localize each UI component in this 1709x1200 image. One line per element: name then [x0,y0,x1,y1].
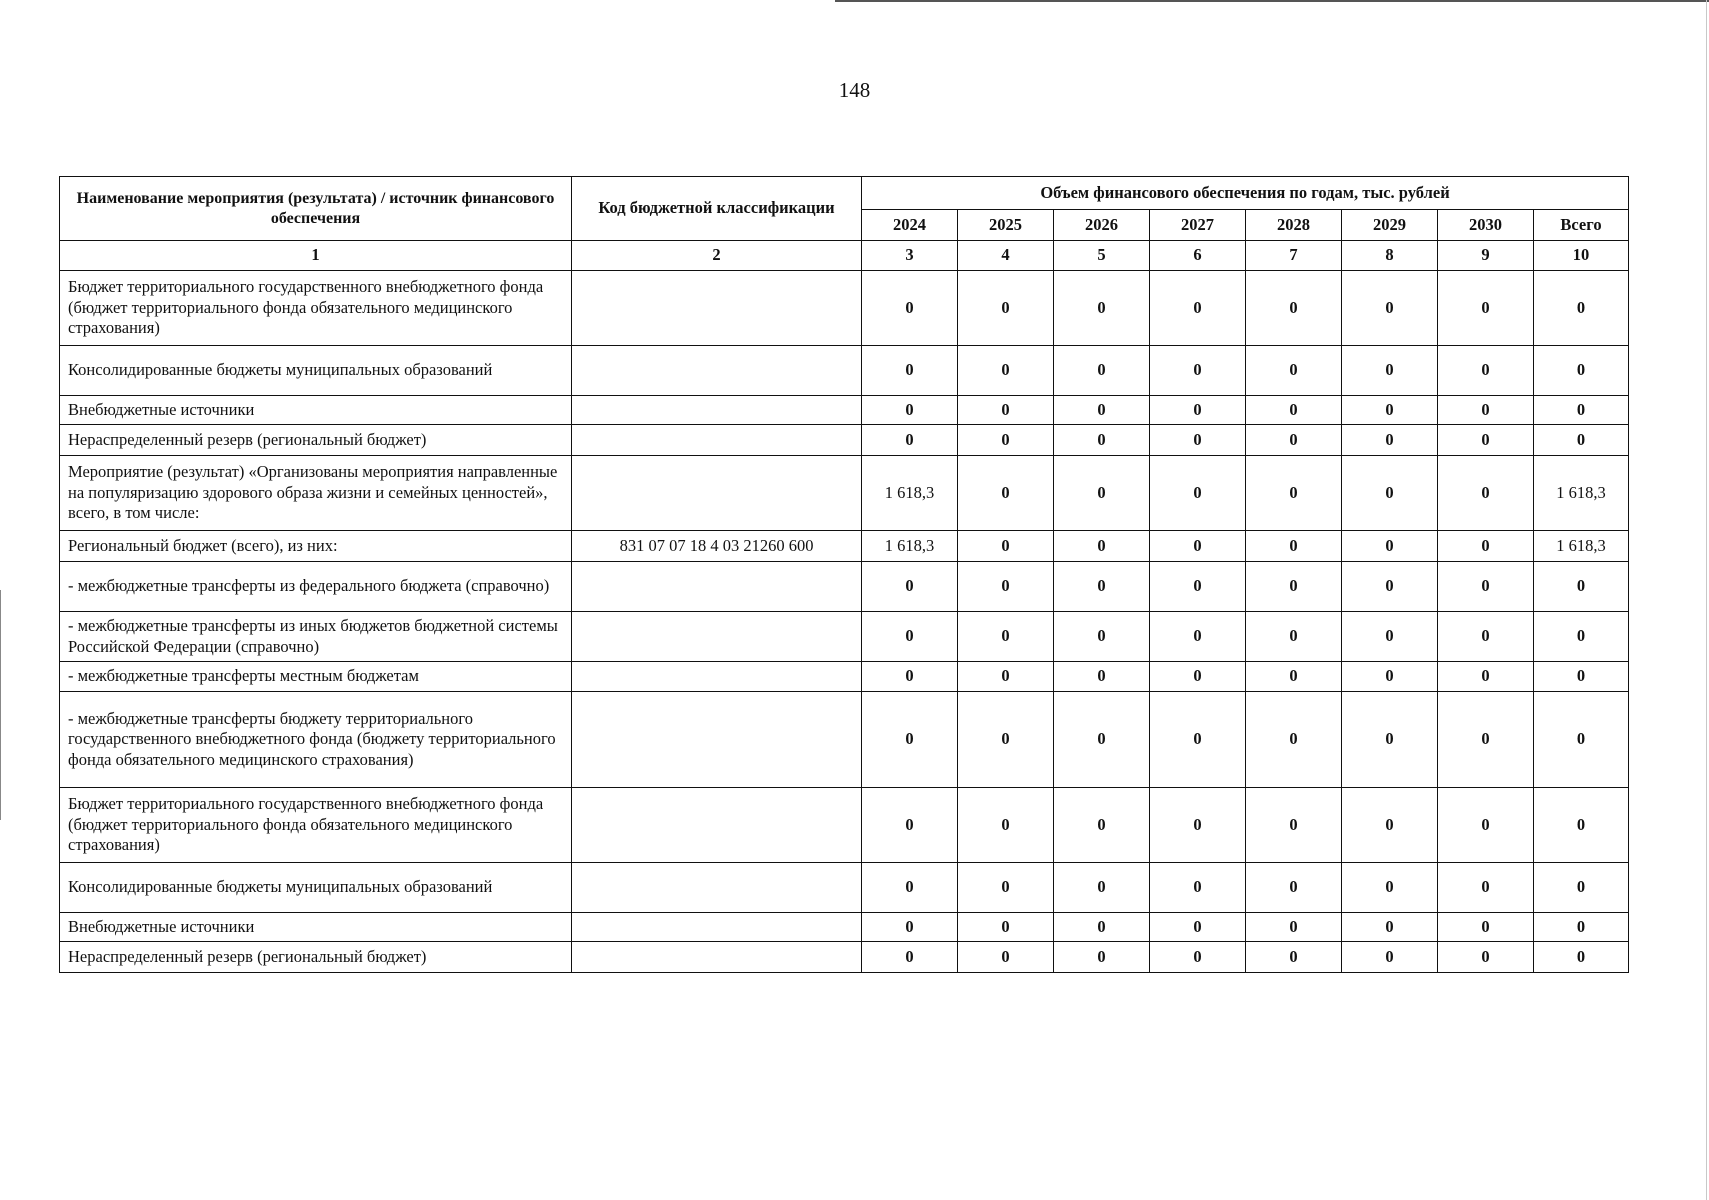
year-value-cell: 0 [1246,913,1342,942]
table-body [60,271,1629,973]
header-code-column: Код бюджетной классификации [572,177,862,241]
header-year: 2025 [958,210,1054,241]
year-value-cell: 0 [1150,788,1246,863]
year-value-cell: 0 [1438,692,1534,788]
total-value-cell: 0 [1534,425,1629,456]
year-value-cell: 0 [1342,456,1438,531]
budget-code-cell [572,913,862,942]
table-row [60,562,1629,612]
year-value-cell: 0 [1054,346,1150,396]
year-value-cell: 0 [1246,788,1342,863]
year-value-cell: 0 [1342,531,1438,562]
year-value-cell: 0 [1150,531,1246,562]
year-value-cell: 0 [1342,346,1438,396]
year-value-cell: 0 [1246,562,1342,612]
year-value-cell: 0 [1438,913,1534,942]
year-value-cell: 0 [862,271,958,346]
year-value-cell: 0 [958,913,1054,942]
budget-code-cell [572,662,862,692]
page-number: 148 [838,78,871,102]
year-value-cell: 0 [1150,346,1246,396]
year-value-cell: 0 [1054,612,1150,662]
year-value-cell: 0 [1054,396,1150,425]
column-number: 2 [572,241,862,271]
funding-table [59,176,1629,973]
year-value-cell: 0 [1054,942,1150,973]
header-row-title [60,177,1629,210]
row-name-cell: - межбюджетные трансферты из иных бюджетов бюджетной системы Российской Федерации (справочно) [60,612,572,662]
year-value-cell: 0 [1438,346,1534,396]
year-value-cell: 0 [1054,456,1150,531]
year-value-cell: 0 [862,942,958,973]
total-value-cell: 0 [1534,788,1629,863]
year-value-cell: 0 [1342,662,1438,692]
year-value-cell: 1 618,3 [862,456,958,531]
year-value-cell: 0 [1438,863,1534,913]
budget-code-cell [572,425,862,456]
row-name-cell: Нераспределенный резерв (региональный бюджет) [60,425,572,456]
year-value-cell: 0 [1246,942,1342,973]
year-value-cell: 0 [1150,562,1246,612]
table-row [60,425,1629,456]
year-value-cell: 0 [1054,662,1150,692]
year-value-cell: 0 [958,863,1054,913]
table-row [60,863,1629,913]
year-value-cell: 0 [1246,692,1342,788]
row-name-cell: Внебюджетные источники [60,396,572,425]
row-name-cell: Консолидированные бюджеты муниципальных образований [60,346,572,396]
header-year: 2027 [1150,210,1246,241]
header-year: 2030 [1438,210,1534,241]
year-value-cell: 0 [862,863,958,913]
year-value-cell: 0 [958,562,1054,612]
header-funding-title: Объем финансового обеспечения по годам, тыс. рублей [862,177,1629,210]
row-name-cell: Мероприятие (результат) «Организованы мероприятия направленные на популяризацию здорового образа жизни и семейных ценностей», всего, в том числе: [60,456,572,531]
column-number: 10 [1534,241,1629,271]
total-value-cell: 0 [1534,396,1629,425]
total-value-cell: 0 [1534,562,1629,612]
total-value-cell: 0 [1534,942,1629,973]
table-row [60,942,1629,973]
year-value-cell: 0 [1054,425,1150,456]
year-value-cell: 0 [958,662,1054,692]
year-value-cell: 0 [1342,562,1438,612]
year-value-cell: 0 [1246,456,1342,531]
budget-code-cell [572,346,862,396]
table-row [60,662,1629,692]
year-value-cell: 0 [862,913,958,942]
year-value-cell: 0 [862,396,958,425]
budget-code-cell [572,562,862,612]
total-value-cell: 0 [1534,692,1629,788]
year-value-cell: 0 [1342,692,1438,788]
column-number: 3 [862,241,958,271]
year-value-cell: 0 [1438,456,1534,531]
year-value-cell: 0 [1150,612,1246,662]
total-value-cell: 1 618,3 [1534,456,1629,531]
table-row [60,396,1629,425]
year-value-cell: 0 [1054,271,1150,346]
column-number: 5 [1054,241,1150,271]
year-value-cell: 0 [958,396,1054,425]
year-value-cell: 0 [1150,662,1246,692]
year-value-cell: 0 [958,531,1054,562]
year-value-cell: 0 [1246,425,1342,456]
year-value-cell: 0 [1054,863,1150,913]
budget-code-cell [572,612,862,662]
budget-code-cell: 831 07 07 18 4 03 21260 600 [572,531,862,562]
year-value-cell: 0 [1342,396,1438,425]
year-value-cell: 0 [958,942,1054,973]
year-value-cell: 0 [1438,612,1534,662]
row-name-cell: Внебюджетные источники [60,913,572,942]
year-value-cell: 0 [1438,942,1534,973]
year-value-cell: 0 [1150,863,1246,913]
year-value-cell: 0 [1054,562,1150,612]
table-row [60,271,1629,346]
scan-border-left [0,590,1,820]
year-value-cell: 0 [958,346,1054,396]
year-value-cell: 0 [862,612,958,662]
column-number: 1 [60,241,572,271]
scan-border-right [1706,0,1707,1200]
budget-code-cell [572,863,862,913]
row-name-cell: - межбюджетные трансферты из федерального бюджета (справочно) [60,562,572,612]
year-value-cell: 0 [1246,396,1342,425]
year-value-cell: 0 [958,425,1054,456]
header-total: Всего [1534,210,1629,241]
year-value-cell: 0 [1438,562,1534,612]
header-name-column: Наименование мероприятия (результата) / источник финансового обеспечения [60,177,572,241]
year-value-cell: 0 [1246,271,1342,346]
table-row [60,346,1629,396]
header-year: 2029 [1342,210,1438,241]
column-number: 9 [1438,241,1534,271]
year-value-cell: 0 [862,562,958,612]
year-value-cell: 0 [1342,913,1438,942]
budget-code-cell [572,942,862,973]
column-number: 4 [958,241,1054,271]
row-name-cell: Консолидированные бюджеты муниципальных образований [60,863,572,913]
column-number: 8 [1342,241,1438,271]
year-value-cell: 0 [1054,788,1150,863]
year-value-cell: 0 [1342,612,1438,662]
year-value-cell: 0 [1054,913,1150,942]
year-value-cell: 0 [958,612,1054,662]
year-value-cell: 0 [958,456,1054,531]
table-row [60,456,1629,531]
year-value-cell: 0 [1150,425,1246,456]
table-row [60,788,1629,863]
row-name-cell: Бюджет территориального государственного внебюджетного фонда (бюджет территориального фонда обязательного медицинского страхования) [60,271,572,346]
row-name-cell: - межбюджетные трансферты бюджету территориального государственного внебюджетного фонда (бюджету территориального фонда обязательного медицинского страхования) [60,692,572,788]
column-number: 6 [1150,241,1246,271]
budget-code-cell [572,271,862,346]
year-value-cell: 0 [1438,788,1534,863]
total-value-cell: 0 [1534,612,1629,662]
column-number: 7 [1246,241,1342,271]
year-value-cell: 0 [1150,396,1246,425]
header-year: 2028 [1246,210,1342,241]
year-value-cell: 0 [1246,531,1342,562]
row-name-cell: Бюджет территориального государственного внебюджетного фонда (бюджет территориального фонда обязательного медицинского страхования) [60,788,572,863]
year-value-cell: 0 [958,788,1054,863]
year-value-cell: 0 [1438,531,1534,562]
year-value-cell: 0 [862,346,958,396]
year-value-cell: 0 [862,425,958,456]
table-header [60,177,1629,271]
table-row [60,913,1629,942]
scan-border-top [835,0,1709,2]
row-name-cell: Региональный бюджет (всего), из них: [60,531,572,562]
year-value-cell: 0 [1246,612,1342,662]
year-value-cell: 0 [1342,863,1438,913]
year-value-cell: 0 [1342,788,1438,863]
total-value-cell: 0 [1534,863,1629,913]
year-value-cell: 0 [1342,425,1438,456]
year-value-cell: 0 [958,692,1054,788]
budget-code-cell [572,456,862,531]
year-value-cell: 0 [1054,692,1150,788]
year-value-cell: 0 [1438,271,1534,346]
year-value-cell: 0 [1246,346,1342,396]
budget-code-cell [572,396,862,425]
total-value-cell: 0 [1534,662,1629,692]
year-value-cell: 0 [1150,692,1246,788]
year-value-cell: 0 [1342,942,1438,973]
year-value-cell: 0 [862,788,958,863]
year-value-cell: 0 [1150,913,1246,942]
total-value-cell: 0 [1534,346,1629,396]
total-value-cell: 0 [1534,913,1629,942]
total-value-cell: 1 618,3 [1534,531,1629,562]
year-value-cell: 0 [1438,425,1534,456]
year-value-cell: 0 [1246,863,1342,913]
year-value-cell: 0 [1342,271,1438,346]
year-value-cell: 0 [862,692,958,788]
header-row-column-numbers [60,241,1629,271]
year-value-cell: 1 618,3 [862,531,958,562]
header-year: 2024 [862,210,958,241]
header-year: 2026 [1054,210,1150,241]
year-value-cell: 0 [862,662,958,692]
row-name-cell: Нераспределенный резерв (региональный бюджет) [60,942,572,973]
budget-code-cell [572,788,862,863]
table-row [60,531,1629,562]
year-value-cell: 0 [1438,662,1534,692]
year-value-cell: 0 [1054,531,1150,562]
year-value-cell: 0 [1246,662,1342,692]
total-value-cell: 0 [1534,271,1629,346]
year-value-cell: 0 [1150,271,1246,346]
table-row [60,692,1629,788]
row-name-cell: - межбюджетные трансферты местным бюджетам [60,662,572,692]
year-value-cell: 0 [1438,396,1534,425]
year-value-cell: 0 [1150,456,1246,531]
budget-code-cell [572,692,862,788]
year-value-cell: 0 [958,271,1054,346]
year-value-cell: 0 [1150,942,1246,973]
table-row [60,612,1629,662]
